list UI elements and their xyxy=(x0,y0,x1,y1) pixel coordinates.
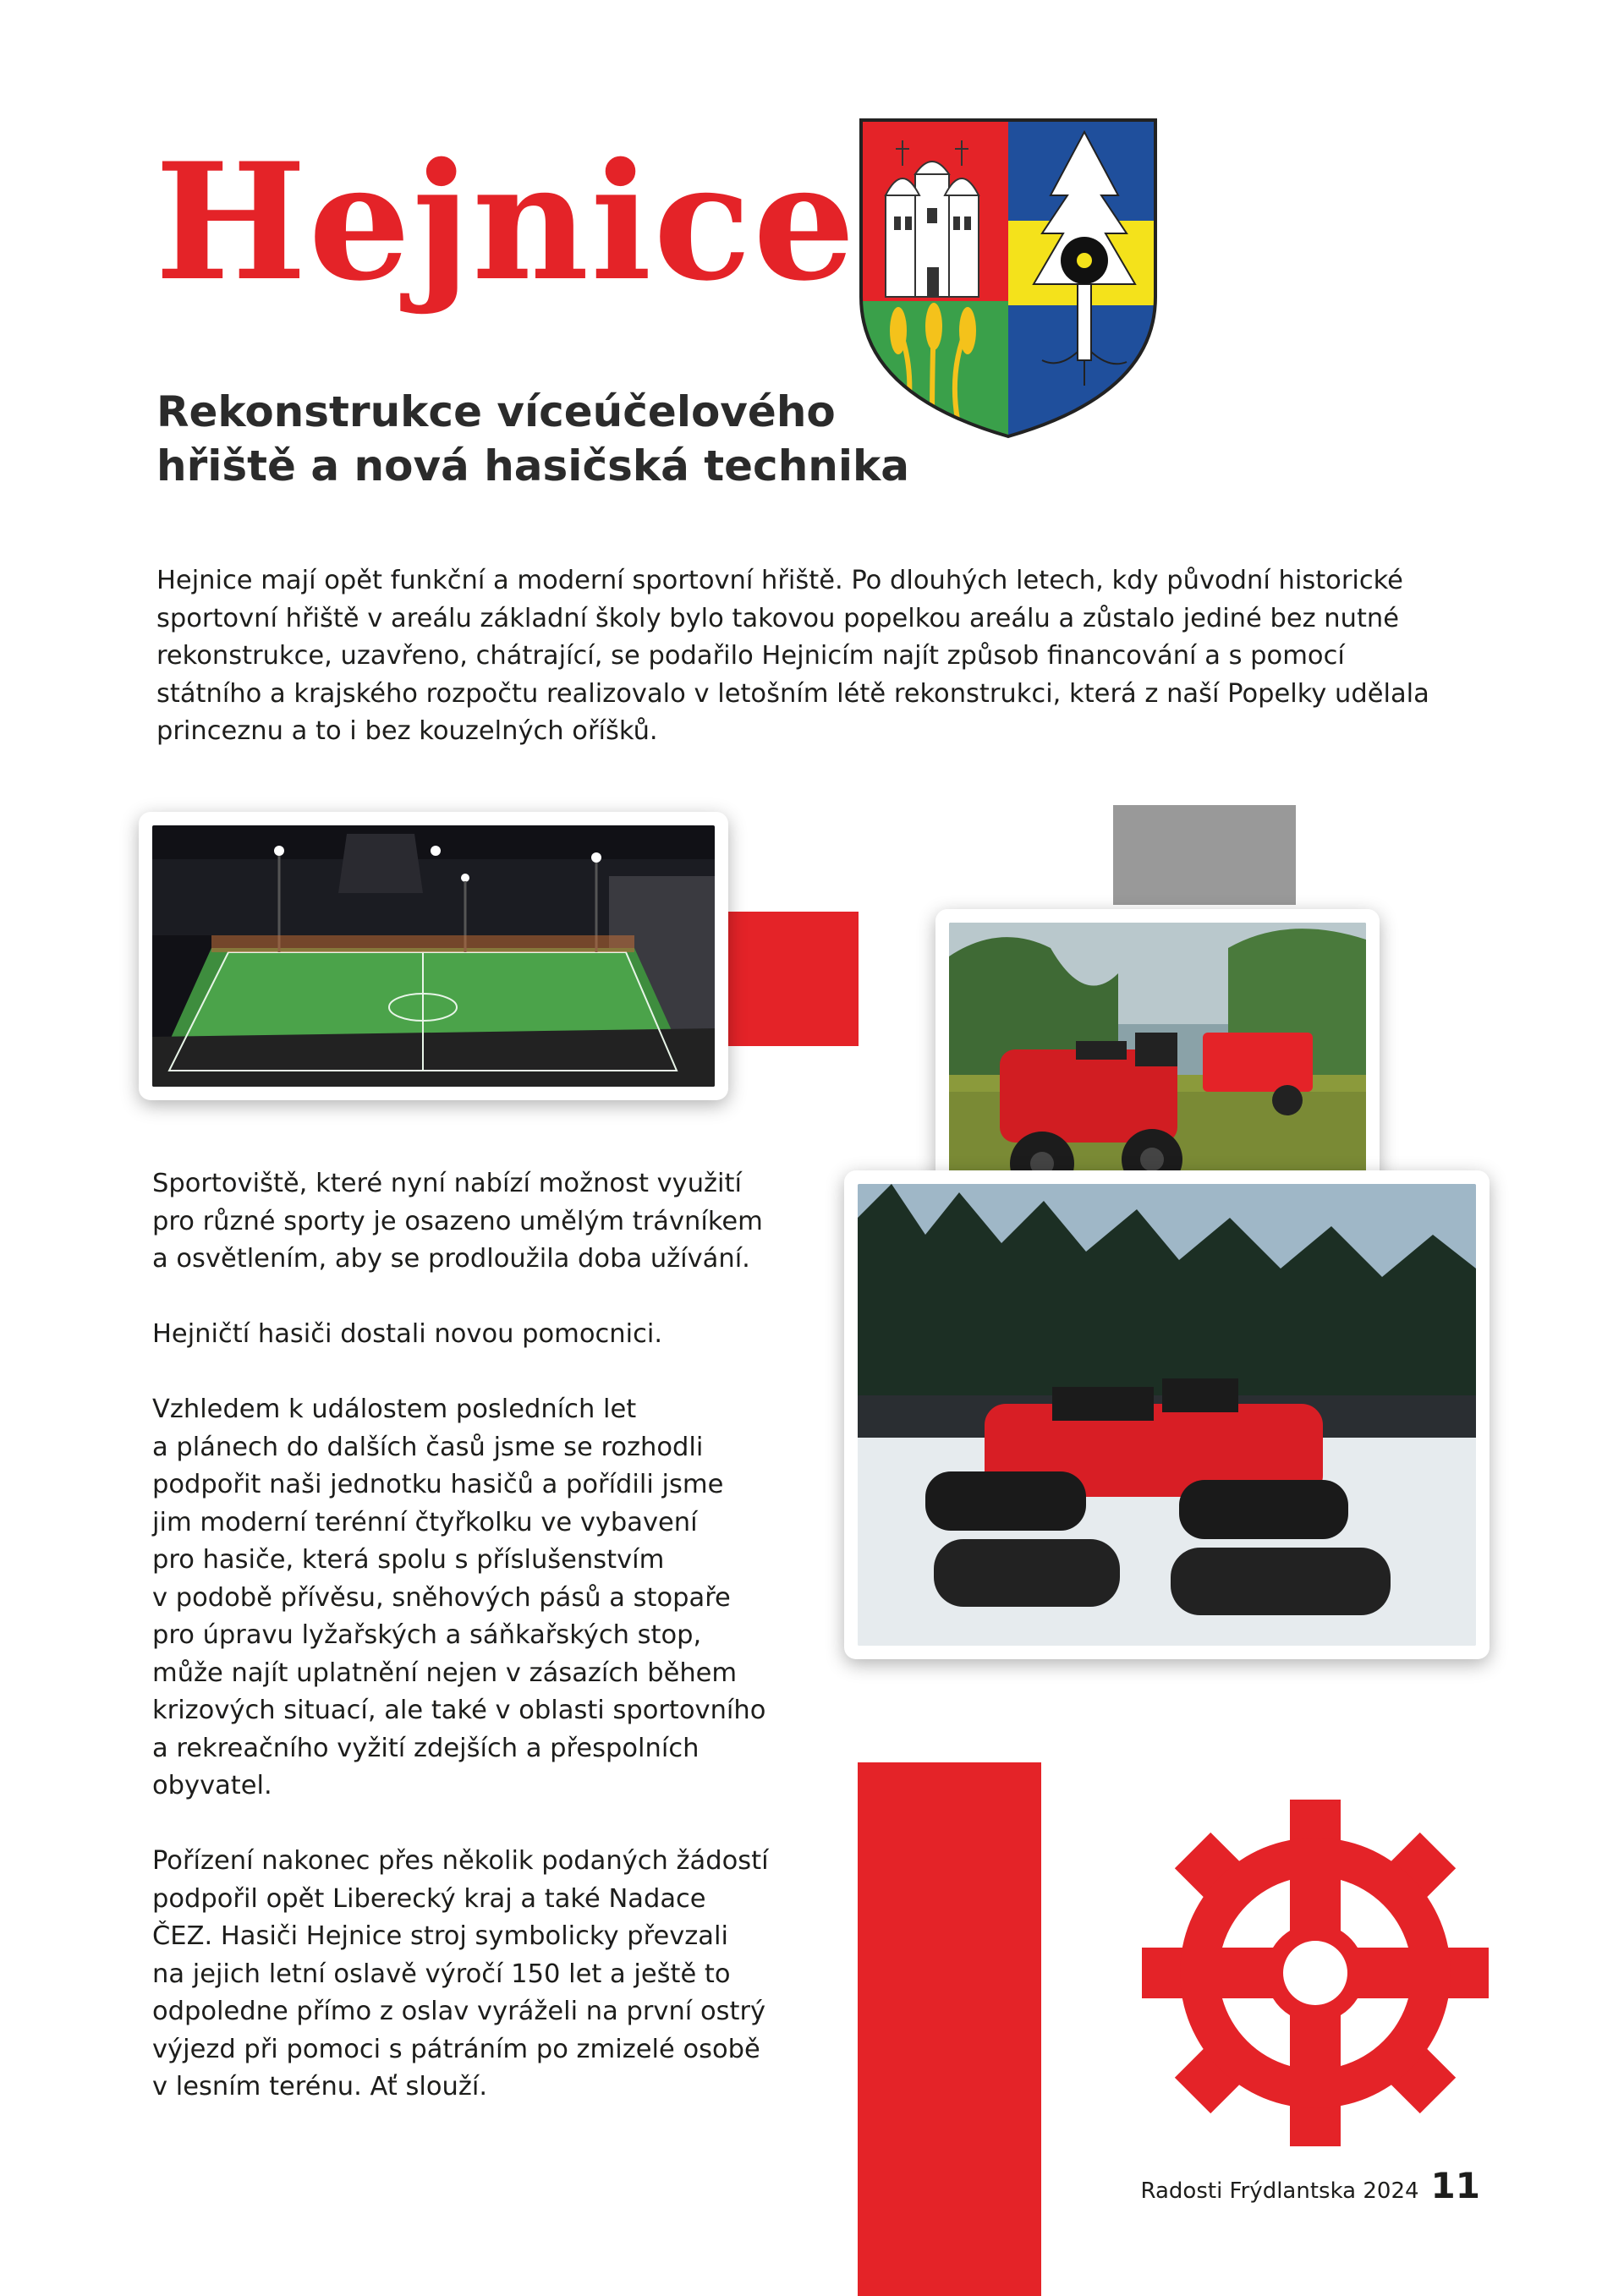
article-text-column xyxy=(152,1165,888,2107)
publication-name: Radosti Frýdlantska 2024 xyxy=(1140,2178,1419,2204)
subtitle-line-1: Rekonstrukce víceúčelového xyxy=(156,387,836,436)
gear-icon xyxy=(1142,1800,1489,2146)
paragraph-atv-purchase: Vzhledem k událostem posledních let a plánech do dalších časů jsme se rozhodli podpořit naši jednotku hasičů a pořídili jsme jim moderní terénní čtyřkolku ve vybavení pro hasiče, která spolu s příslušenstvím v podobě přívěsu, sněhových pásů a stopaře pro úpravu lyžařských a sáňkařských stop, může najít uplatnění nejen v zásazích během krizových situací, ale také v oblasti sportovního a rekreačního vyžití zdejších a přespolních obyvatel. xyxy=(152,1395,766,1800)
decorative-red-block xyxy=(721,912,859,1046)
subtitle-line-2: hřiště a nová hasičská technika xyxy=(156,441,910,490)
article-subtitle xyxy=(156,385,918,493)
photo-atv-snow xyxy=(844,1170,1490,1659)
paragraph-sports-facility: Sportoviště, které nyní nabízí možnost využití pro různé sporty je osazeno umělým trávníkem a osvětlením, aby se prodloužila doba užívání. xyxy=(152,1169,763,1274)
paragraph-firefighters: Hejničtí hasiči dostali novou pomocnici. xyxy=(152,1319,663,1349)
page-title: Hejnice xyxy=(155,128,858,316)
photo-sports-field xyxy=(139,812,728,1100)
page-footer xyxy=(1140,2165,1480,2206)
intro-paragraph: Hejnice mají opět funkční a moderní sportovní hřiště. Po dlouhých letech, kdy původní historické sportovní hřiště v areálu základní školy bylo takovou popelkou areálu a zůstalo jediné bez nutné rekonstrukce, uzavřeno, chátrající, se podařilo Hejnicím najít způsob financování a s pomocí státního a krajského rozpočtu realizovalo v letošním létě rekonstrukci, která z naší Popelky udělala princeznu a to i bez kouzelných oříšků. xyxy=(156,566,1429,746)
paragraph-funding: Pořízení nakonec přes několik podaných žádostí podpořil opět Liberecký kraj a také Nadace ČEZ. Hasiči Hejnice stroj symbolicky převzali na jejich letní oslavě výročí 150 let a ještě to odpoledne přímo z oslav vyráželi na první ostrý výjezd při pomoci s pátráním po zmizelé osobě v lesním terénu. Ať slouží. xyxy=(152,1846,769,2101)
decorative-gray-block xyxy=(1113,805,1296,905)
page-number: 11 xyxy=(1430,2165,1480,2206)
